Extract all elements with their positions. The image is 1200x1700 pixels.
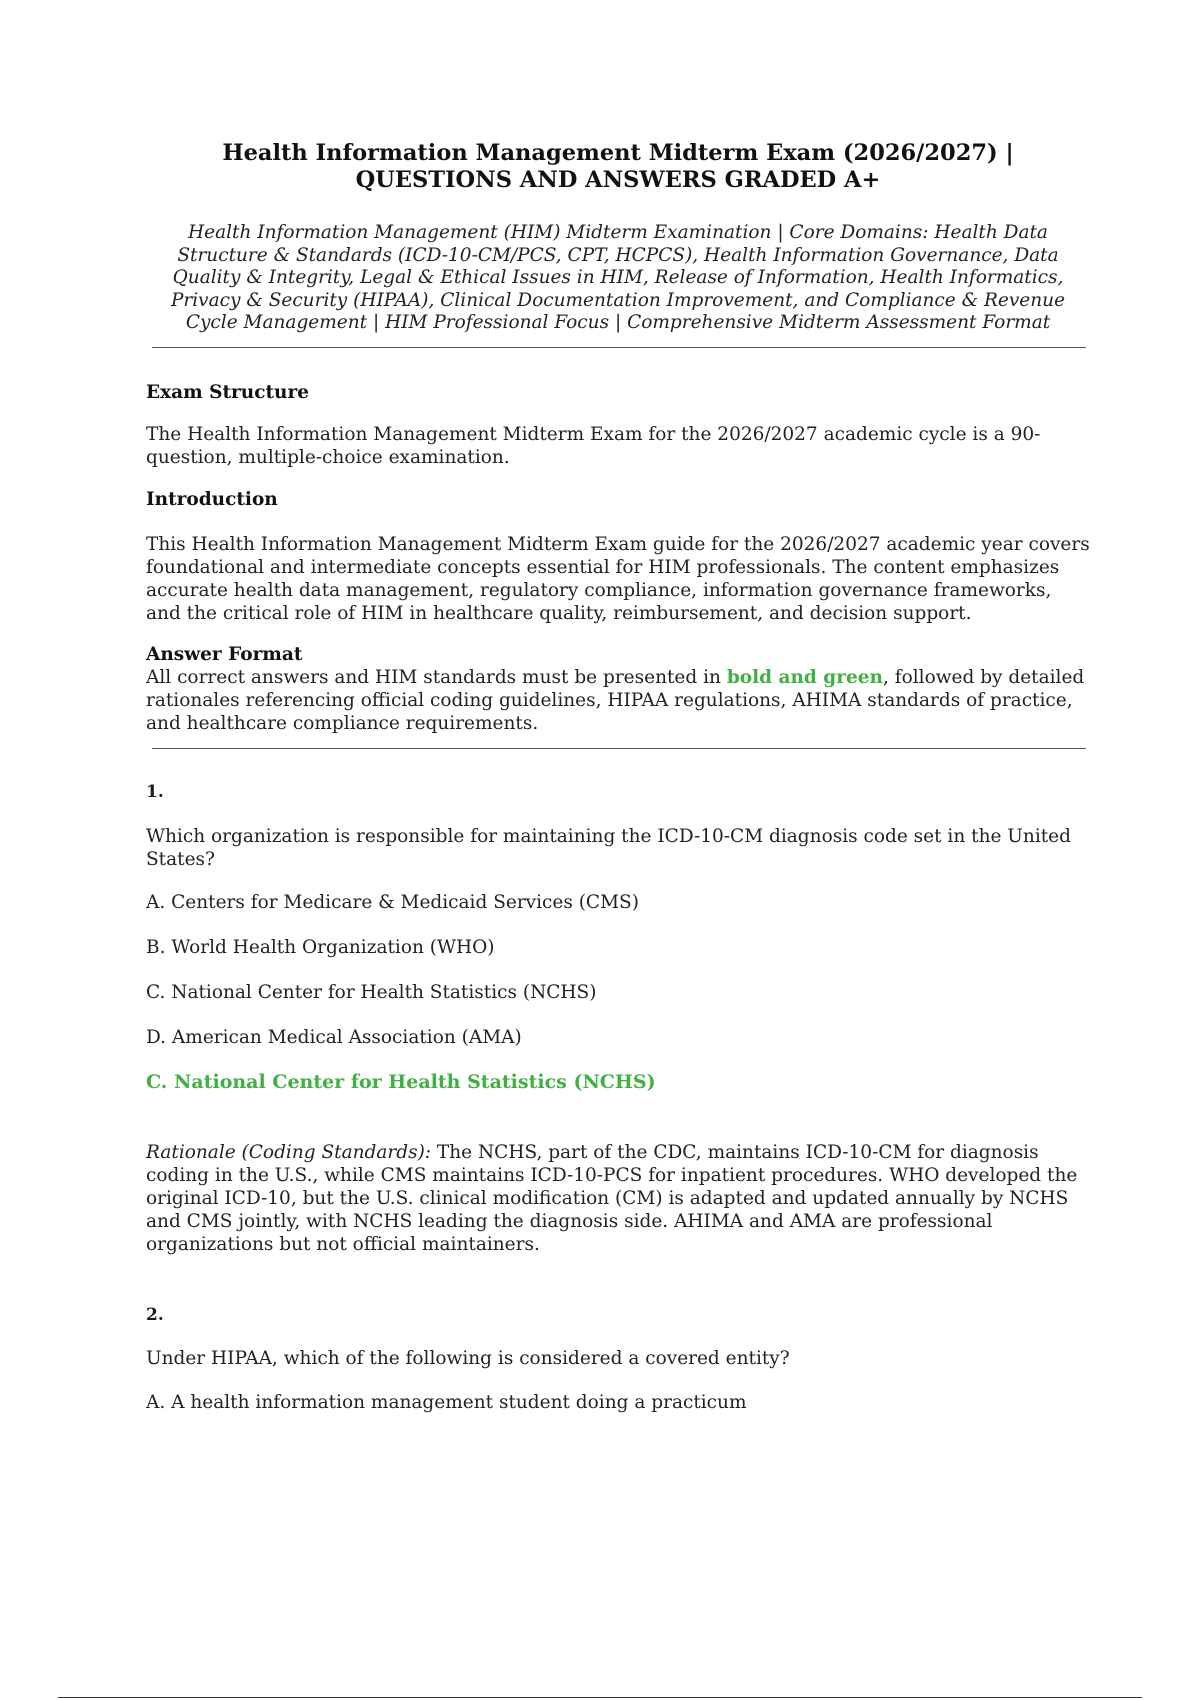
- answer-format-text: [146, 666, 1090, 735]
- introduction-heading: Introduction: [146, 488, 278, 510]
- rationale-label: Rationale (Coding Standards):: [146, 1141, 432, 1163]
- answer-format-text-before: All correct answers and HIM standards must be presented in: [146, 666, 727, 688]
- question-number: 2.: [146, 1304, 164, 1325]
- question-number: 1.: [146, 781, 164, 802]
- option-a: A. Centers for Medicare & Medicaid Services (CMS): [146, 891, 639, 913]
- answer-format-highlight: bold and green: [726, 666, 883, 688]
- page-bottom-rule: [58, 1697, 1142, 1698]
- exam-structure-heading: Exam Structure: [146, 381, 310, 403]
- answer-format-text-after: , followed by detailed rationales referencing official coding guidelines, HIPAA regulations, AHIMA standards of practice, and healthcare compliance requirements.: [146, 666, 1085, 734]
- document-page: [146, 140, 1090, 1414]
- exam-structure-text: The Health Information Management Midterm Exam for the 2026/2027 academic cycle is a 90-question, multiple-choice examination.: [146, 423, 1041, 468]
- rationale: [146, 1141, 1090, 1256]
- document-title: [146, 140, 1090, 194]
- introduction-text: This Health Information Management Midterm Exam guide for the 2026/2027 academic year covers foundational and intermediate concepts essential for HIM professionals. The content emphasizes accurate health data management, regulatory compliance, information governance frameworks, and the critical role of HIM in healthcare quality, reimbursement, and decision support.: [146, 533, 1090, 624]
- section-divider: [152, 748, 1086, 749]
- question-text: Which organization is responsible for maintaining the ICD-10-CM diagnosis code set in the United States?: [146, 825, 1071, 870]
- option-c: C. National Center for Health Statistics (NCHS): [146, 981, 597, 1003]
- correct-answer: C. National Center for Health Statistics (NCHS): [146, 1070, 656, 1093]
- option-b: B. World Health Organization (WHO): [146, 936, 495, 958]
- section-divider: [152, 347, 1086, 348]
- document-subtitle: Health Information Management (HIM) Midterm Examination | Core Domains: Health Data Structure & Standards (ICD-10-CM/PCS, CPT, HCPCS), Health Information Governance, Data Quality & Integrity, Legal & Ethical Issues in HIM, Release of Information, Health Informatics, Privacy & Security (HIPAA), Clinical Documentation Improvement, and Compliance & Revenue Cycle Management | HIM Professional Focus | Comprehensive Midterm Assessment Format: [170, 222, 1066, 333]
- answer-format-heading: Answer Format: [146, 643, 303, 665]
- option-a: A. A health information management student doing a practicum: [146, 1391, 747, 1413]
- rationale-text: The NCHS, part of the CDC, maintains ICD-10-CM for diagnosis coding in the U.S., while CMS maintains ICD-10-PCS for inpatient procedures. WHO developed the original ICD-10, but the U.S. clinical modification (CM) is adapted and updated annually by NCHS and CMS jointly, with NCHS leading the diagnosis side. AHIMA and AMA are professional organizations but not official maintainers.: [146, 1141, 1078, 1255]
- title-line-1: Health Information Management Midterm Exam (2026/2027) |: [222, 140, 1014, 166]
- question-block-1: [146, 781, 1090, 1256]
- title-line-2: QUESTIONS AND ANSWERS GRADED A+: [355, 167, 881, 193]
- option-d: D. American Medical Association (AMA): [146, 1026, 522, 1048]
- question-block-2: [146, 1304, 1090, 1414]
- question-text: Under HIPAA, which of the following is considered a covered entity?: [146, 1347, 790, 1369]
